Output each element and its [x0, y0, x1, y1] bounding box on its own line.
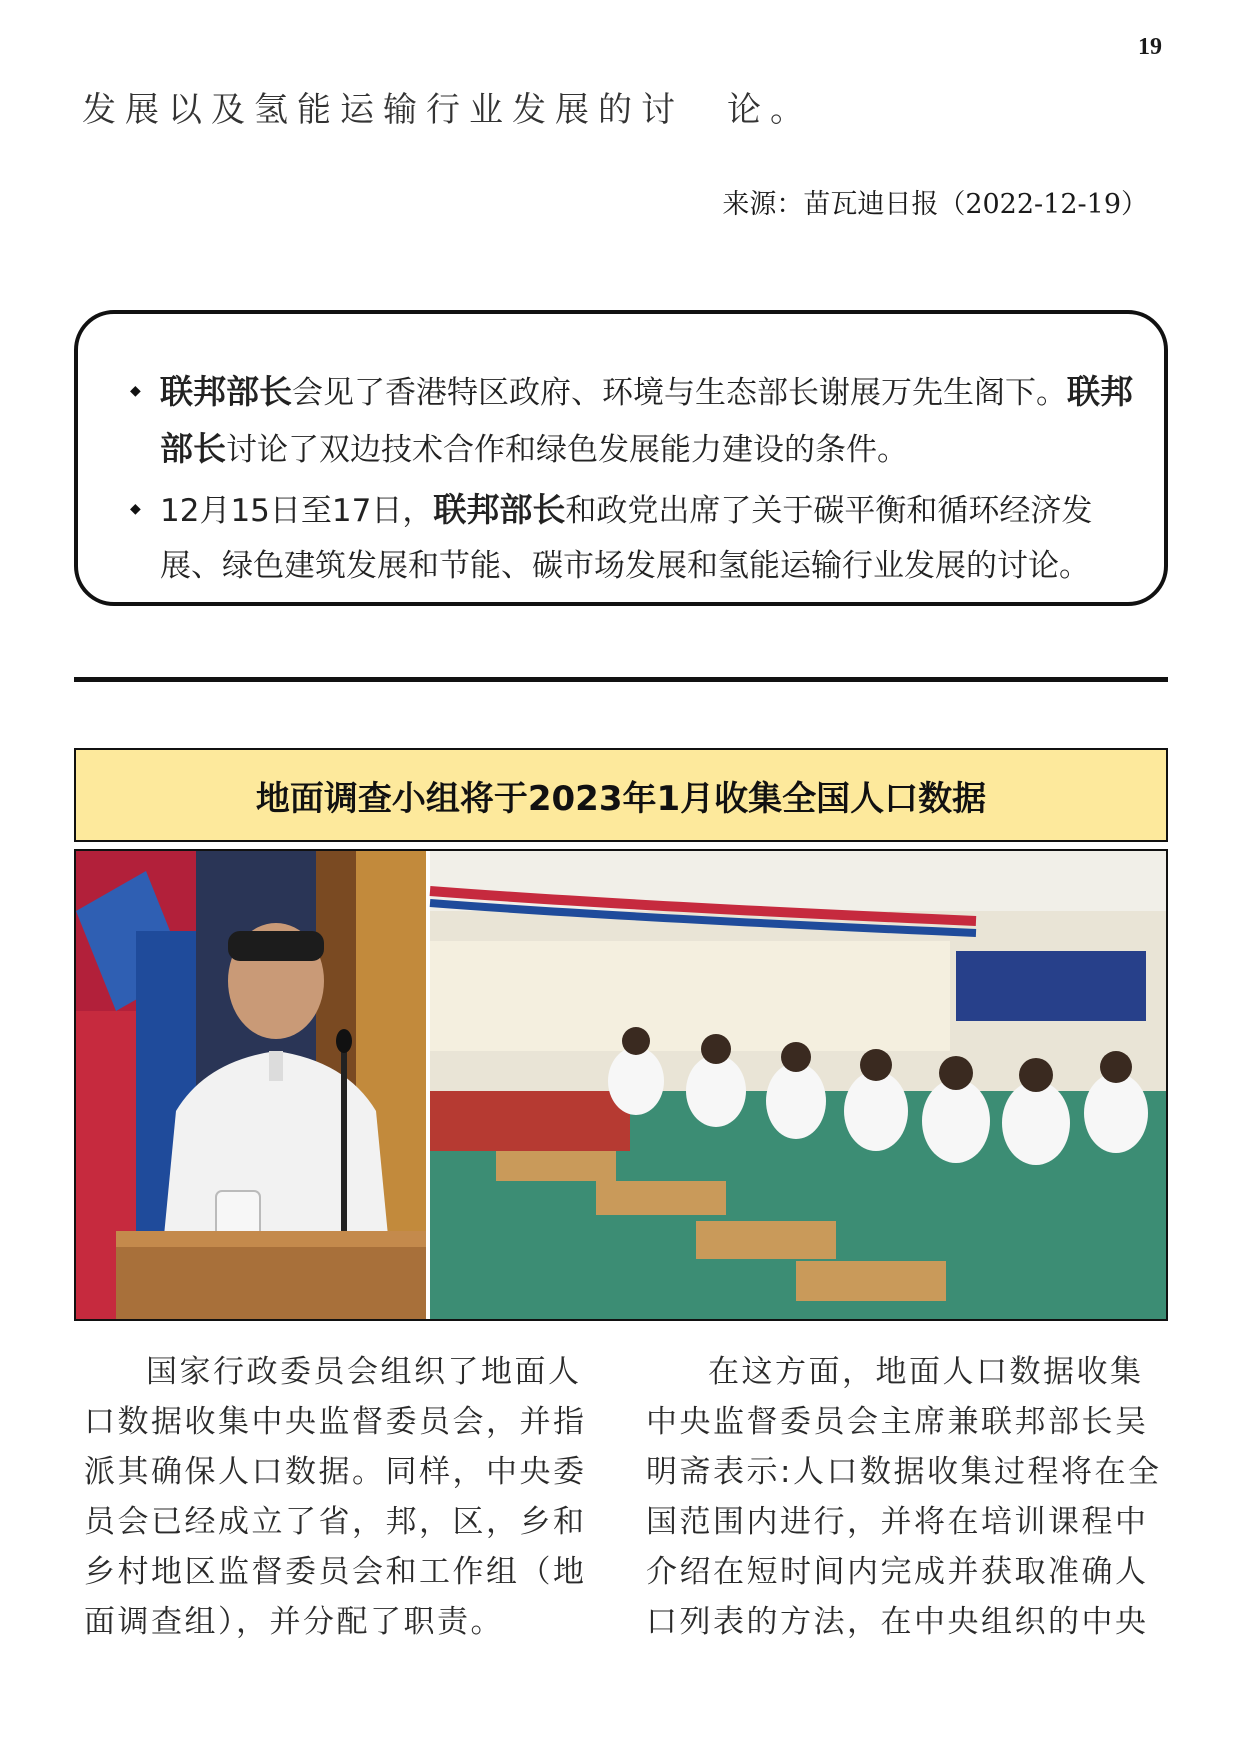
lead-line: 发展以及氢能运输行业发展的讨 论。: [82, 90, 813, 130]
section-divider: [74, 677, 1168, 682]
highlight-text: 和政党出席了关于碳平衡和循环经济发展、绿色建筑发展和节能、碳市场发展和氢能运输行业发展的讨论。: [160, 493, 1093, 584]
highlight-text: 12月15日至17日，: [160, 493, 434, 529]
highlight-text: 讨论了双边技术合作和绿色发展能力建设的条件。: [226, 432, 908, 468]
photo-frame: [74, 849, 1168, 1321]
source-citation: 来源：苗瓦迪日报（2022-12-19）: [722, 189, 1148, 220]
highlight-text: 会见了香港特区政府、环境与生态部长谢展万先生阁下。: [292, 375, 1067, 411]
bullet-diamond-icon: ◆: [130, 383, 141, 399]
bold-term: 联邦部长: [160, 372, 1133, 468]
photo-speaker-at-podium: [76, 851, 428, 1319]
section-title: 地面调查小组将于2023年1月收集全国人口数据: [74, 748, 1168, 842]
highlight-bullet: [130, 482, 1142, 594]
highlight-list: [130, 364, 1142, 594]
article-paragraph-right: 在这方面，地面人口数据收集中央监督委员会主席兼联邦部长吴明斋表示:人口数据收集过程将在全国范围内进行，并将在培训课程中介绍在短时间内完成并获取准确人口列表的方法，在中央组织的中央: [646, 1354, 1162, 1640]
bold-term: 联邦部长: [433, 490, 566, 529]
page-number: 19: [1138, 34, 1162, 60]
article-paragraph-left: 国家行政委员会组织了地面人口数据收集中央监督委员会，并指派其确保人口数据。同样，中央委员会已经成立了省，邦，区，乡和乡村地区监督委员会和工作组（地面调查组），并分配了职责。: [84, 1354, 587, 1640]
article-column-right: [646, 1347, 1166, 1647]
article-column-left: [84, 1347, 604, 1647]
bold-term: 联邦部长: [160, 372, 292, 411]
highlight-bullet: [130, 364, 1142, 478]
photo-meeting-audience: [430, 851, 1166, 1319]
highlight-box: [74, 310, 1168, 606]
bullet-diamond-icon: ◆: [130, 501, 141, 517]
